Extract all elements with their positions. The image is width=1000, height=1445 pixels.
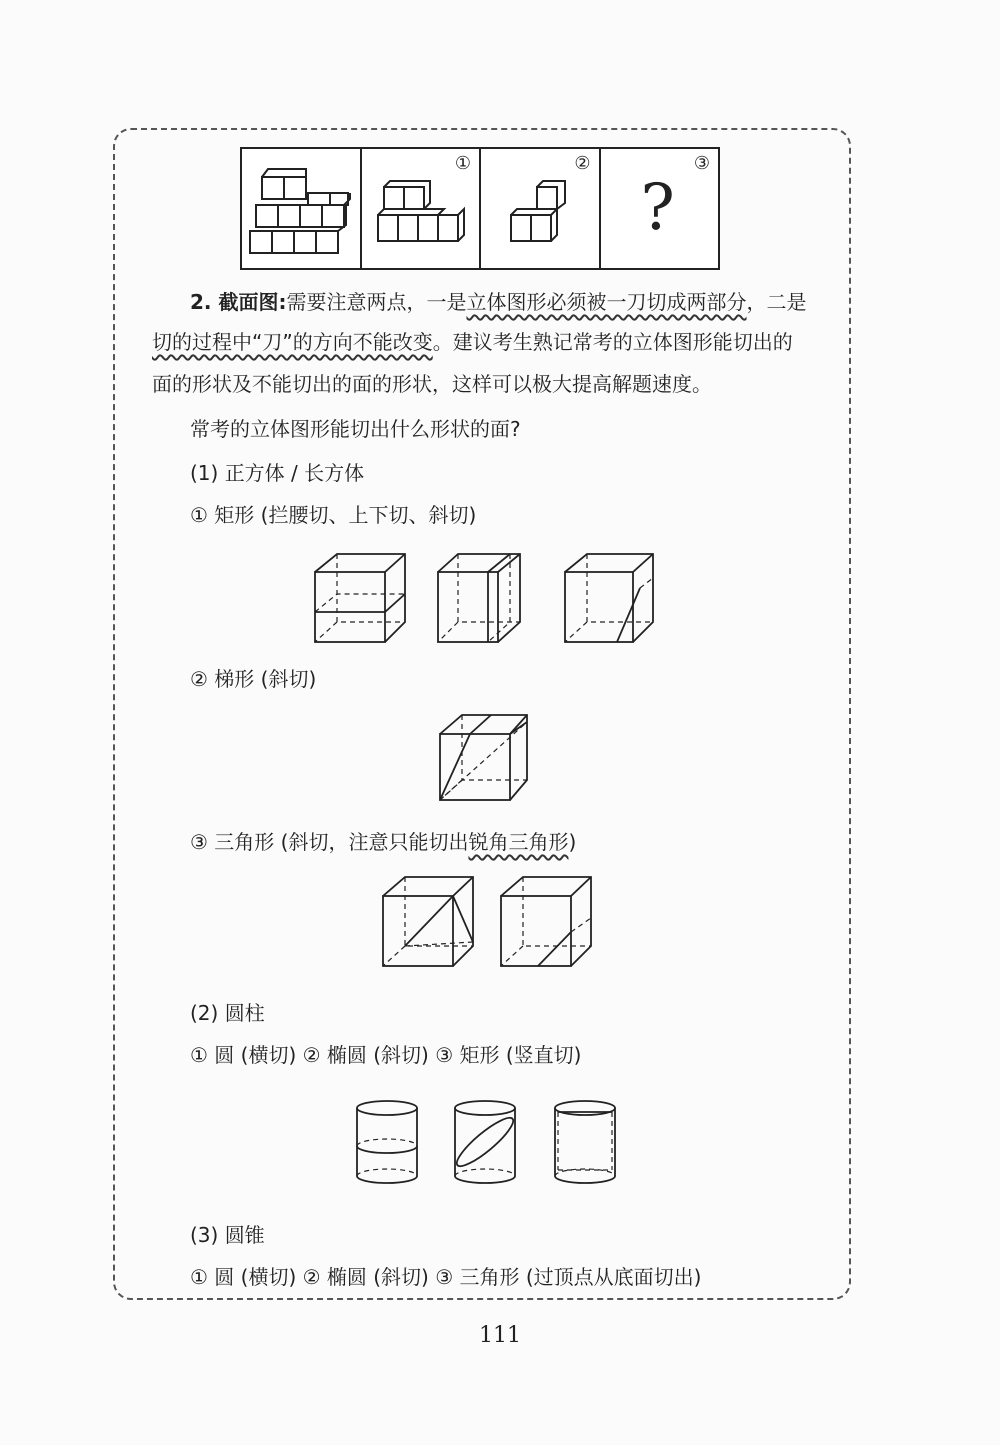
cube-tri-close: ) [568, 830, 577, 854]
cube-rect-item: ① 矩形 (拦腰切、上下切、斜切) [190, 503, 477, 527]
stacked-cubes-figure [242, 149, 360, 268]
puzzle-cell-main [242, 149, 362, 268]
puzzle-cell-2 [481, 149, 601, 268]
section2-emphasis2: 切的过程中“刀”的方向不能改变 [152, 330, 433, 354]
cylinder-title: (2) 圆柱 [190, 1001, 265, 1025]
cube-rect-sections-figure [310, 548, 660, 646]
cube-title: (1) 正方体 / 长方体 [190, 461, 365, 485]
option-3-label: ③ [693, 153, 710, 174]
puzzle-cell-3 [601, 149, 719, 268]
question-mark: ? [640, 171, 675, 245]
cylinder-items: ① 圆 (横切) ② 椭圆 (斜切) ③ 矩形 (竖直切) [190, 1043, 582, 1067]
cube-triangle-sections-figure [378, 872, 598, 970]
option-2-label: ② [574, 153, 591, 174]
acute-triangle-emphasis: 锐角三角形 [468, 830, 569, 854]
cube-trapezoid-section-figure [435, 710, 535, 805]
section2-line1 [190, 287, 806, 317]
cone-items: ① 圆 (横切) ② 椭圆 (斜切) ③ 三角形 (过顶点从底面切出) [190, 1265, 702, 1289]
cube-puzzle-strip [240, 147, 720, 270]
page-number: 111 [479, 1323, 521, 1348]
cylinder-sections-figure [350, 1098, 630, 1186]
section2-line1a: 需要注意两点，一是 [286, 290, 467, 314]
section2-heading: 2. 截面图: [190, 290, 287, 314]
section2-line2 [152, 327, 793, 357]
section2-line2b: 。建议考生熟记常考的立体图形能切出的 [432, 330, 793, 354]
section2-line3: 面的形状及不能切出的面的形状，这样可以极大提高解题速度。 [152, 372, 712, 396]
cube-tri-text: ③ 三角形 (斜切，注意只能切出 [190, 830, 469, 854]
option-2-cubes [481, 149, 599, 268]
cube-tri-item [190, 827, 576, 857]
cone-title: (3) 圆锥 [190, 1223, 265, 1247]
cube-trap-item: ② 梯形 (斜切) [190, 667, 317, 691]
option-1-cubes [362, 149, 480, 268]
section2-emphasis1: 立体图形必须被一刀切成两部分 [466, 290, 747, 314]
section2-line1c: ，二是 [746, 290, 807, 314]
option-1-label: ① [454, 153, 471, 174]
puzzle-cell-1 [362, 149, 482, 268]
section2-question: 常考的立体图形能切出什么形状的面? [190, 417, 521, 441]
